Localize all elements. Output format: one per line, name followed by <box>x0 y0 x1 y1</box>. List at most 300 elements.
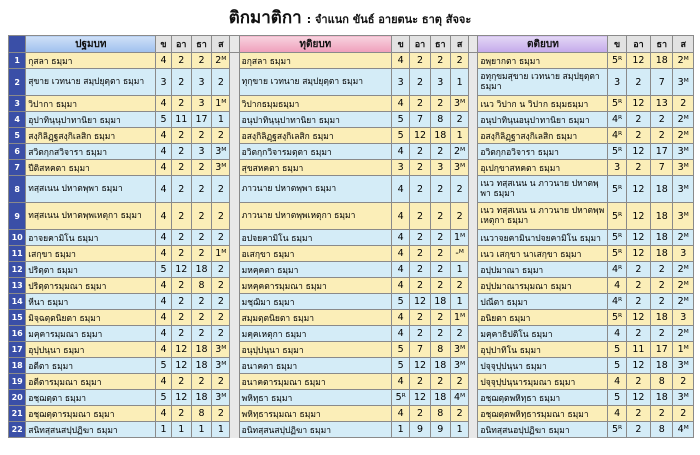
khandha-count: 5ᴿ <box>608 53 626 69</box>
dhatu-count: 18 <box>191 342 211 358</box>
column-separator <box>230 230 239 246</box>
dhatu-count: 2 <box>651 278 673 294</box>
ayatana-count: 2 <box>626 374 650 390</box>
column-separator <box>469 246 478 262</box>
table-row <box>9 294 694 310</box>
column-separator <box>230 358 239 374</box>
dhamma-col3-name: มคฺคาธิปติโน ธมฺมา <box>478 326 608 342</box>
dhatu-count: 1 <box>191 422 211 438</box>
ayatana-count: 12 <box>410 390 430 406</box>
dhamma-col1-name: มิจฺฉตฺตนิยตา ธมฺมา <box>26 310 156 326</box>
sacca-count: 2ᴹ <box>673 278 694 294</box>
khandha-count: 4 <box>392 262 410 278</box>
khandha-count: 5 <box>608 342 626 358</box>
ayatana-count: 11 <box>171 112 191 128</box>
sacca-count: 2 <box>450 176 468 203</box>
dhatu-count: 2 <box>191 53 211 69</box>
dhamma-col1-name: ปริตฺตารมฺมณา ธมฺมา <box>26 278 156 294</box>
header-col3: ตติยบท <box>478 36 608 53</box>
ayatana-count: 2 <box>626 326 650 342</box>
column-separator <box>469 326 478 342</box>
sacca-count: 1ᴹ <box>212 96 230 112</box>
column-separator <box>230 246 239 262</box>
ayatana-count: 12 <box>626 230 650 246</box>
khandha-count: 4 <box>156 230 171 246</box>
khandha-count: 4 <box>392 406 410 422</box>
ayatana-count: 2 <box>410 374 430 390</box>
dhatu-count: 18 <box>651 310 673 326</box>
khandha-count: 5 <box>392 128 410 144</box>
column-separator <box>469 358 478 374</box>
sacca-count: 3ᴹ <box>450 96 468 112</box>
column-separator <box>230 96 239 112</box>
ayatana-count: 12 <box>626 176 650 203</box>
khandha-count: 3 <box>392 69 410 96</box>
row-number: 8 <box>9 176 26 203</box>
sacca-count: 1 <box>450 128 468 144</box>
khandha-count: 4 <box>392 53 410 69</box>
khandha-count: 4 <box>392 326 410 342</box>
dhamma-col2-name: อปจยคามิโน ธมฺมา <box>239 230 391 246</box>
dhamma-col2-name: วิปากธมฺมธมฺมา <box>239 96 391 112</box>
sacca-count: 3ᴹ <box>673 390 694 406</box>
header-sacca: ส <box>450 36 468 53</box>
dhamma-col2-name: อนาคตา ธมฺมา <box>239 358 391 374</box>
khandha-count: 4ᴿ <box>608 128 626 144</box>
sacca-count: 2ᴹ <box>673 294 694 310</box>
ayatana-count: 2 <box>171 128 191 144</box>
dhamma-col2-name: อนิทสฺสนสปฺปฏิฆา ธมฺมา <box>239 422 391 438</box>
sacca-count: 3ᴹ <box>212 358 230 374</box>
dhatu-count: 17 <box>651 342 673 358</box>
title-sub: : จำแนก ขันธ์ อายตนะ ธาตุ สัจจะ <box>306 13 472 26</box>
khandha-count: 4 <box>156 53 171 69</box>
khandha-count: 5 <box>392 294 410 310</box>
dhamma-col2-name: ภาวนาย ปหาตพฺพา ธมฺมา <box>239 176 391 203</box>
ayatana-count: 2 <box>171 326 191 342</box>
row-number: 7 <box>9 160 26 176</box>
column-separator <box>230 294 239 310</box>
ayatana-count: 2 <box>410 144 430 160</box>
ayatana-count: 2 <box>171 230 191 246</box>
sacca-count: 3ᴹ <box>450 358 468 374</box>
ayatana-count: 2 <box>626 422 650 438</box>
dhatu-count: 9 <box>430 422 450 438</box>
dhamma-col3-name: อสงฺกิลิฏฺฐาสงฺกิเลสิก ธมฺมา <box>478 128 608 144</box>
dhatu-count: 18 <box>430 294 450 310</box>
row-number: 16 <box>9 326 26 342</box>
dhamma-col3-name: อปฺปมาณารมฺมณา ธมฺมา <box>478 278 608 294</box>
dhamma-col2-name: พหิทฺธารมฺมณา ธมฺมา <box>239 406 391 422</box>
dhamma-col2-name: มคฺคเหตุกา ธมฺมา <box>239 326 391 342</box>
dhatu-count: 2 <box>651 326 673 342</box>
column-separator <box>230 310 239 326</box>
sacca-count: 3ᴹ <box>212 160 230 176</box>
column-separator <box>469 53 478 69</box>
sacca-count: 2 <box>673 406 694 422</box>
dhamma-col2-name: สมฺมตฺตนิยตา ธมฺมา <box>239 310 391 326</box>
column-separator <box>469 69 478 96</box>
header-khandha: ข <box>608 36 626 53</box>
table-row <box>9 69 694 96</box>
dhatu-count: 2 <box>651 406 673 422</box>
khandha-count: 4 <box>156 144 171 160</box>
header-col2: ทุติยบท <box>239 36 391 53</box>
dhatu-count: 18 <box>651 358 673 374</box>
ayatana-count: 12 <box>626 246 650 262</box>
sacca-count: 1ᴹ <box>450 230 468 246</box>
ayatana-count: 2 <box>410 278 430 294</box>
table-row <box>9 112 694 128</box>
sacca-count: 2ᴹ <box>673 262 694 278</box>
dhamma-col1-name: อตีตารมฺมณา ธมฺมา <box>26 374 156 390</box>
sacca-count: 1 <box>450 294 468 310</box>
ayatana-count: 2 <box>171 176 191 203</box>
dhatu-count: 2 <box>430 326 450 342</box>
column-separator <box>469 230 478 246</box>
row-number: 10 <box>9 230 26 246</box>
dhamma-col3-name: ปณีตา ธมฺมา <box>478 294 608 310</box>
khandha-count: 5ᴿ <box>392 390 410 406</box>
khandha-count: 4 <box>608 278 626 294</box>
sacca-count: 3ᴹ <box>450 342 468 358</box>
ayatana-count: 2 <box>171 203 191 230</box>
dhatu-count: 3 <box>191 96 211 112</box>
dhamma-col3-name: อพฺยากตา ธมฺมา <box>478 53 608 69</box>
khandha-count: 4 <box>156 176 171 203</box>
column-separator <box>469 203 478 230</box>
header-dhatu: ธา <box>191 36 211 53</box>
dhatu-count: 2 <box>430 310 450 326</box>
khandha-count: 5ᴿ <box>608 144 626 160</box>
column-separator <box>230 69 239 96</box>
sacca-count: 2ᴹ <box>212 53 230 69</box>
sacca-count: 1 <box>450 262 468 278</box>
khandha-count: 4 <box>392 176 410 203</box>
dhatu-count: 8 <box>191 406 211 422</box>
dhamma-col2-name: อกุสลา ธมฺมา <box>239 53 391 69</box>
table-row <box>9 160 694 176</box>
dhatu-count: 18 <box>651 203 673 230</box>
dhatu-count: 7 <box>651 69 673 96</box>
sacca-count: 4ᴹ <box>450 390 468 406</box>
header-ayatana: อา <box>171 36 191 53</box>
ayatana-count: 12 <box>626 53 650 69</box>
dhatu-count: 2 <box>430 374 450 390</box>
sacca-count: 2 <box>212 176 230 203</box>
khandha-count: 4 <box>156 278 171 294</box>
dhatu-count: 17 <box>191 112 211 128</box>
ayatana-count: 2 <box>171 294 191 310</box>
row-number: 12 <box>9 262 26 278</box>
row-number: 18 <box>9 358 26 374</box>
khandha-count: 4 <box>156 326 171 342</box>
dhatu-count: 3 <box>191 69 211 96</box>
dhatu-count: 8 <box>651 422 673 438</box>
sacca-count: -ᴹ <box>450 246 468 262</box>
khandha-count: 5ᴿ <box>608 203 626 230</box>
header-ayatana: อา <box>626 36 650 53</box>
sacca-count: 2 <box>212 310 230 326</box>
dhamma-col3-name: อชฺฌตฺตพหิทฺธารมฺมณา ธมฺมา <box>478 406 608 422</box>
table-row <box>9 53 694 69</box>
dhatu-count: 2 <box>191 294 211 310</box>
khandha-count: 4 <box>392 246 410 262</box>
sacca-count: 2 <box>673 96 694 112</box>
ayatana-count: 12 <box>626 390 650 406</box>
sacca-count: 2 <box>212 262 230 278</box>
ayatana-count: 2 <box>410 326 430 342</box>
dhatu-count: 18 <box>651 246 673 262</box>
dhatu-count: 18 <box>430 128 450 144</box>
sacca-count: 2ᴹ <box>673 53 694 69</box>
column-separator <box>230 422 239 438</box>
khandha-count: 5 <box>156 112 171 128</box>
table-row <box>9 422 694 438</box>
dhatu-count: 18 <box>191 390 211 406</box>
table-row <box>9 203 694 230</box>
dhamma-col2-name: พหิทฺธา ธมฺมา <box>239 390 391 406</box>
column-separator <box>469 278 478 294</box>
ayatana-count: 2 <box>410 262 430 278</box>
khandha-count: 4 <box>156 294 171 310</box>
khandha-count: 3 <box>392 160 410 176</box>
ayatana-count: 2 <box>171 69 191 96</box>
khandha-count: 4 <box>392 230 410 246</box>
khandha-count: 4 <box>156 96 171 112</box>
column-separator <box>469 342 478 358</box>
ayatana-count: 2 <box>410 246 430 262</box>
khandha-count: 4 <box>156 246 171 262</box>
ayatana-count: 11 <box>626 342 650 358</box>
sacca-count: 2 <box>673 374 694 390</box>
dhamma-col1-name: สุขาย เวทนาย สมฺปยุตฺตา ธมฺมา <box>26 69 156 96</box>
row-number: 3 <box>9 96 26 112</box>
dhatu-count: 2 <box>430 230 450 246</box>
dhatu-count: 8 <box>430 112 450 128</box>
ayatana-count: 2 <box>626 294 650 310</box>
ayatana-count: 2 <box>171 53 191 69</box>
row-number: 13 <box>9 278 26 294</box>
sacca-count: 2ᴹ <box>673 128 694 144</box>
header-dhatu: ธา <box>430 36 450 53</box>
dhamma-col2-name: อสงฺกิลิฏฺฐสงฺกิเลสิก ธมฺมา <box>239 128 391 144</box>
khandha-count: 4 <box>156 160 171 176</box>
dhatu-count: 18 <box>430 358 450 374</box>
dhatu-count: 8 <box>191 278 211 294</box>
table-row <box>9 144 694 160</box>
dhatu-count: 2 <box>191 246 211 262</box>
ayatana-count: 2 <box>410 96 430 112</box>
sacca-count: 3ᴹ <box>673 144 694 160</box>
ayatana-count: 12 <box>410 128 430 144</box>
dhatu-count: 13 <box>651 96 673 112</box>
dhamma-col3-name: อปฺปมาณา ธมฺมา <box>478 262 608 278</box>
table-row <box>9 374 694 390</box>
header-khandha: ข <box>156 36 171 53</box>
dhamma-col1-name: อตีตา ธมฺมา <box>26 358 156 374</box>
table-row <box>9 390 694 406</box>
khandha-count: 4 <box>156 374 171 390</box>
dhamma-col2-name: อเสกฺขา ธมฺมา <box>239 246 391 262</box>
column-separator <box>469 262 478 278</box>
table-row <box>9 246 694 262</box>
dhatu-count: 18 <box>191 358 211 374</box>
column-separator <box>230 390 239 406</box>
column-separator <box>230 278 239 294</box>
khandha-count: 3 <box>608 69 626 96</box>
column-separator <box>230 176 239 203</box>
column-separator <box>469 128 478 144</box>
dhatu-count: 18 <box>651 176 673 203</box>
sacca-count: 3ᴹ <box>673 358 694 374</box>
sacca-count: 1ᴹ <box>673 342 694 358</box>
khandha-count: 5 <box>392 342 410 358</box>
dhatu-count: 7 <box>651 160 673 176</box>
dhamma-col3-name: อุปฺปาทิโน ธมฺมา <box>478 342 608 358</box>
column-separator <box>230 112 239 128</box>
khandha-count: 4ᴿ <box>608 294 626 310</box>
table-row <box>9 230 694 246</box>
row-number: 5 <box>9 128 26 144</box>
dhatu-count: 2 <box>651 294 673 310</box>
sacca-count: 2 <box>450 53 468 69</box>
dhatu-count: 18 <box>651 53 673 69</box>
header-dhatu: ธา <box>651 36 673 53</box>
dhamma-col1-name: อชฺฌตฺตารมฺมณา ธมฺมา <box>26 406 156 422</box>
dhamma-col1-name: อาจยคามิโน ธมฺมา <box>26 230 156 246</box>
dhatu-count: 2 <box>430 96 450 112</box>
table-row <box>9 342 694 358</box>
dhamma-col1-name: มคฺคารมฺมณา ธมฺมา <box>26 326 156 342</box>
sacca-count: 2 <box>450 112 468 128</box>
khandha-count: 4 <box>392 144 410 160</box>
sacca-count: 2 <box>450 374 468 390</box>
dhamma-col1-name: หีนา ธมฺมา <box>26 294 156 310</box>
column-separator <box>469 406 478 422</box>
row-number: 19 <box>9 374 26 390</box>
khandha-count: 4ᴿ <box>608 112 626 128</box>
ayatana-count: 12 <box>171 358 191 374</box>
dhatu-count: 2 <box>430 53 450 69</box>
sacca-count: 3ᴹ <box>673 69 694 96</box>
ayatana-count: 12 <box>171 390 191 406</box>
khandha-count: 5 <box>156 262 171 278</box>
khandha-count: 5 <box>392 112 410 128</box>
column-separator <box>469 310 478 326</box>
dhatu-count: 2 <box>430 176 450 203</box>
ayatana-count: 12 <box>171 262 191 278</box>
dhamma-col1-name: วิปากา ธมฺมา <box>26 96 156 112</box>
ayatana-count: 2 <box>410 406 430 422</box>
sacca-count: 3 <box>673 246 694 262</box>
ayatana-count: 2 <box>410 69 430 96</box>
ayatana-count: 2 <box>171 374 191 390</box>
dhatu-count: 18 <box>191 262 211 278</box>
dhamma-col1-name: สวิตกฺกสวิจารา ธมฺมา <box>26 144 156 160</box>
column-separator <box>230 128 239 144</box>
khandha-count: 3 <box>156 69 171 96</box>
matika-table <box>8 35 694 438</box>
khandha-count: 5 <box>392 358 410 374</box>
khandha-count: 5ᴿ <box>608 176 626 203</box>
table-row <box>9 128 694 144</box>
dhamma-col2-name: อนุปฺปนฺนา ธมฺมา <box>239 342 391 358</box>
dhatu-count: 2 <box>430 144 450 160</box>
dhatu-count: 2 <box>191 160 211 176</box>
dhamma-col3-name: ปจฺจุปฺปนฺนารมฺมณา ธมฺมา <box>478 374 608 390</box>
column-separator <box>469 160 478 176</box>
table-row <box>9 310 694 326</box>
khandha-count: 5 <box>156 390 171 406</box>
ayatana-count: 2 <box>171 96 191 112</box>
page-title <box>0 4 700 31</box>
khandha-count: 4 <box>156 342 171 358</box>
dhatu-count: 3 <box>191 144 211 160</box>
dhamma-col3-name: เนวาจยคามินาปจยคามิโน ธมฺมา <box>478 230 608 246</box>
column-separator <box>469 374 478 390</box>
dhamma-col3-name: อวิตกฺกอวิจารา ธมฺมา <box>478 144 608 160</box>
dhamma-col1-name: ทสฺสเนน ปหาตพฺพเหตุกา ธมฺมา <box>26 203 156 230</box>
sacca-count: 2ᴹ <box>673 326 694 342</box>
dhatu-count: 2 <box>430 278 450 294</box>
sacca-count: 4ᴹ <box>673 422 694 438</box>
sacca-count: 2ᴹ <box>673 112 694 128</box>
khandha-count: 5ᴿ <box>608 422 626 438</box>
ayatana-count: 2 <box>410 160 430 176</box>
dhamma-col1-name: ปีติสหคตา ธมฺมา <box>26 160 156 176</box>
ayatana-count: 12 <box>626 96 650 112</box>
sacca-count: 2 <box>212 69 230 96</box>
title-main: ติกมาติกา <box>228 8 302 28</box>
sacca-count: 3ᴹ <box>212 342 230 358</box>
dhatu-count: 18 <box>430 390 450 406</box>
ayatana-count: 2 <box>171 278 191 294</box>
sacca-count: 3ᴹ <box>673 160 694 176</box>
row-number: 6 <box>9 144 26 160</box>
row-number: 14 <box>9 294 26 310</box>
dhatu-count: 8 <box>651 374 673 390</box>
ayatana-count: 2 <box>171 310 191 326</box>
column-separator <box>230 262 239 278</box>
header-separator <box>469 36 478 53</box>
khandha-count: 4 <box>392 310 410 326</box>
khandha-count: 4 <box>392 203 410 230</box>
khandha-count: 4 <box>156 406 171 422</box>
column-separator <box>230 53 239 69</box>
dhamma-col3-name: เนว ทสฺสเนน น ภาวนาย ปหาตพฺพา ธมฺมา <box>478 176 608 203</box>
khandha-count: 4 <box>392 374 410 390</box>
khandha-count: 4 <box>608 374 626 390</box>
header-ayatana: อา <box>410 36 430 53</box>
sacca-count: 1 <box>450 69 468 96</box>
dhamma-col3-name: เนว เสกฺขา นาเสกฺขา ธมฺมา <box>478 246 608 262</box>
dhamma-col1-name: อชฺฌตฺตา ธมฺมา <box>26 390 156 406</box>
column-separator <box>469 422 478 438</box>
table-row <box>9 358 694 374</box>
table-row <box>9 176 694 203</box>
sacca-count: 1 <box>450 422 468 438</box>
row-number: 21 <box>9 406 26 422</box>
khandha-count: 4 <box>392 96 410 112</box>
ayatana-count: 7 <box>410 342 430 358</box>
column-separator <box>230 374 239 390</box>
sacca-count: 2 <box>212 230 230 246</box>
header-sacca: ส <box>212 36 230 53</box>
sacca-count: 2 <box>212 128 230 144</box>
ayatana-count: 2 <box>626 406 650 422</box>
dhamma-col2-name: มหคฺคตา ธมฺมา <box>239 262 391 278</box>
